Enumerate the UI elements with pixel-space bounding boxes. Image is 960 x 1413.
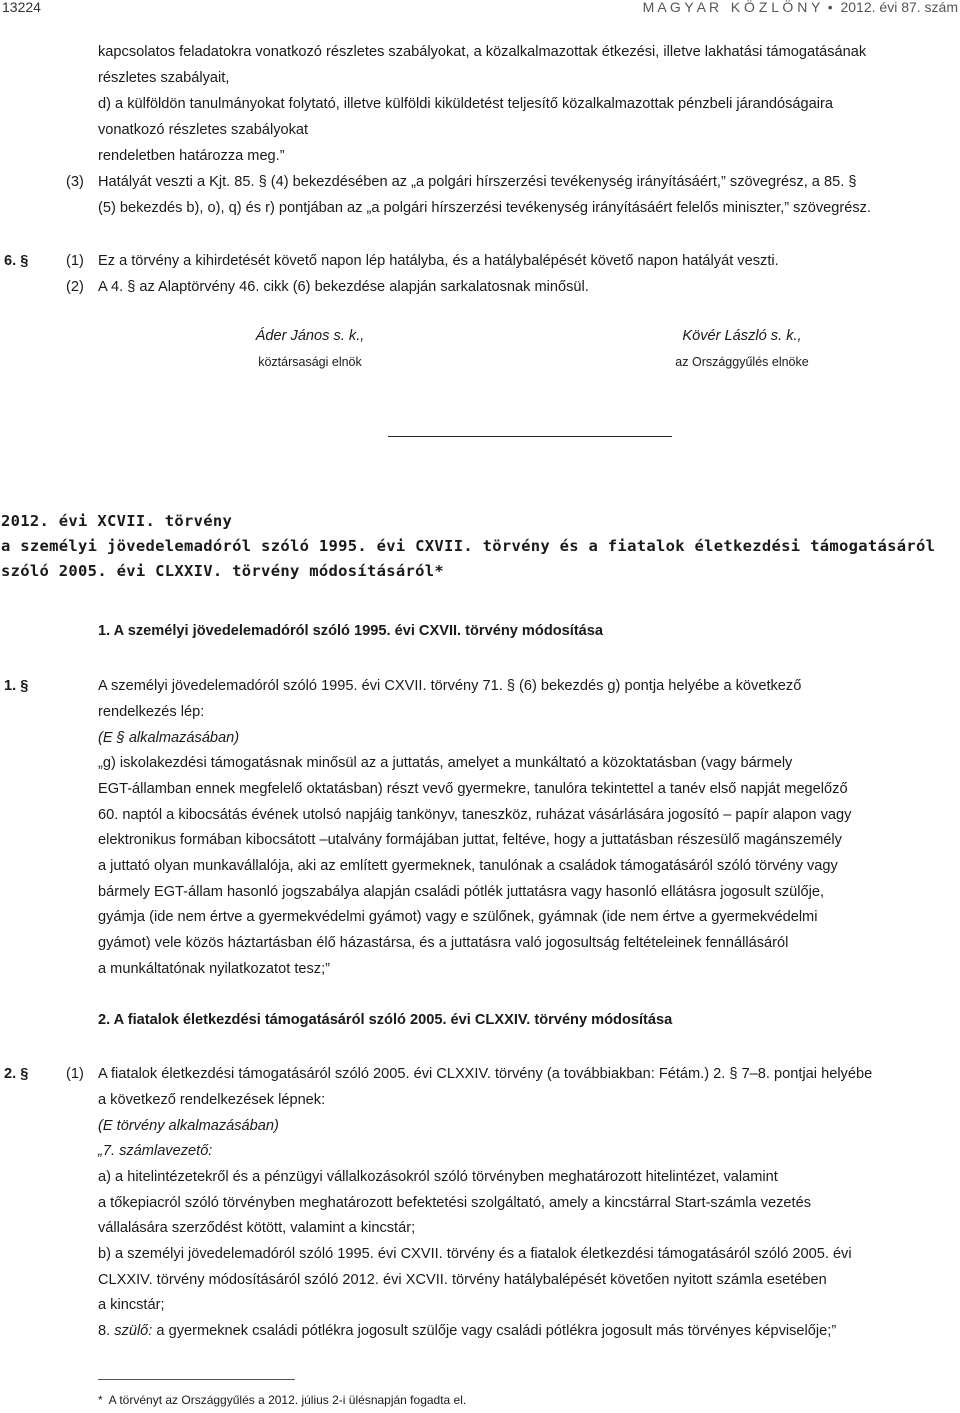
- text-line: rendelkezés lép:: [98, 704, 205, 720]
- text-line: vonatkozó részletes szabályokat: [98, 122, 309, 138]
- signatory-title-right: az Országgyűlés elnöke: [675, 355, 809, 369]
- paragraph-number: (3): [66, 174, 84, 190]
- separator-rule: [388, 436, 672, 437]
- text-line: kapcsolatos feladatokra vonatkozó részletes szabályokat, a közalkalmazottak étkezési, illetve lakhatási támogatásának: [98, 44, 867, 60]
- section-number: 1. §: [4, 678, 29, 694]
- text-line: „7. számlavezető:: [98, 1143, 213, 1159]
- text-line: a juttató olyan munkavállalója, aki az említett gyermeknek, tanulónak a családok támogatásáról szóló törvény vagy: [98, 858, 838, 874]
- text-line: a munkáltatónak nyilatkozatot tesz;”: [98, 961, 330, 977]
- text-line: (5) bekezdés b), o), q) és r) pontjában az „a polgári hírszerzési tevékenység irányításáért felelős miniszter,” szövegrész.: [98, 200, 871, 216]
- text-line: A személyi jövedelemadóról szóló 1995. évi CXVII. törvény 71. § (6) bekezdés g) pontja helyébe a következő: [98, 678, 802, 694]
- footnote-rule: [98, 1379, 295, 1380]
- law-subtitle-line: a személyi jövedelemadóról szóló 1995. évi CXVII. törvény és a fiatalok életkezdési támogatásáról: [1, 537, 936, 555]
- text-line: EGT-államban ennek megfelelő oktatásban) részt vevő gyermekre, tanulóra tekintettel a tanév első napját megelőző: [98, 781, 848, 797]
- chapter-heading: 2. A fiatalok életkezdési támogatásáról szóló 2005. évi CLXXIV. törvény módosítása: [98, 1012, 673, 1028]
- text-line: bármely EGT-állam hasonló jogszabálya alapján családi pótlék juttatásra vagy hasonló ellátásra jogosult szülője,: [98, 884, 825, 900]
- section-number: 2. §: [4, 1066, 29, 1082]
- journal-title: M A G Y A R K Ö Z L Ö N Y • 2012. évi 87. szám: [642, 0, 958, 15]
- signatory-name-left: Áder János s. k.,: [255, 328, 365, 344]
- paragraph-number: (1): [66, 253, 84, 269]
- paragraph-number: (1): [66, 1066, 84, 1082]
- text-line: Hatályát veszti a Kjt. 85. § (4) bekezdésében az „a polgári hírszerzési tevékenység irányításáért,” szövegrész, a 85. §: [98, 174, 857, 190]
- text-line: a) a hitelintézetekről és a pénzügyi vállalkozásokról szóló törvényben meghatározott hitelintézet, valamint: [98, 1169, 778, 1185]
- text-line: a következő rendelkezések lépnek:: [98, 1092, 326, 1108]
- paragraph-number: (2): [66, 279, 84, 295]
- law-subtitle-line: szóló 2005. évi CLXXIV. törvény módosításáról*: [1, 562, 445, 580]
- law-title: 2012. évi XCVII. törvény: [1, 512, 233, 530]
- text-line: rendeletben határozza meg.”: [98, 148, 285, 164]
- text-line: b) a személyi jövedelemadóról szóló 1995. évi CXVII. törvény és a fiatalok életkezdési támogatásáról szóló 2005. évi: [98, 1246, 852, 1262]
- text-line: részletes szabályait,: [98, 70, 230, 86]
- text-line: vállalására szerződést kötött, valamint a kincstár;: [98, 1220, 416, 1236]
- section-number: 6. §: [4, 253, 29, 269]
- chapter-heading: 1. A személyi jövedelemadóról szóló 1995. évi CXVII. törvény módosítása: [98, 623, 604, 639]
- text-line: A fiatalok életkezdési támogatásáról szóló 2005. évi CLXXIV. törvény (a továbbiakban: Fétám.) 2. § 7–8. pontjai helyébe: [98, 1066, 873, 1082]
- signatory-name-right: Kövér László s. k.,: [682, 328, 802, 344]
- footnote: * A törvényt az Országgyűlés a 2012. július 2-i ülésnapján fogadta el.: [98, 1393, 467, 1407]
- text-line: 8. szülő: a gyermeknek családi pótlékra jogosult szülője vagy családi pótlékra jogosult más törvényes képviselője;”: [98, 1323, 837, 1339]
- text-line: „g) iskolakezdési támogatásnak minősül az a juttatás, amelyet a munkáltató a közoktatásban (vagy bármely: [98, 755, 793, 771]
- text-line: a kincstár;: [98, 1297, 165, 1313]
- text-line: a tőkepiacról szóló törvényben meghatározott befektetési szolgáltató, amely a kincstárral Start-számla vezetés: [98, 1195, 812, 1211]
- text-line: 60. naptól a kibocsátás évének utolsó napjáig tankönyv, taneszköz, ruházat vásárlására jogosító – papír alapon vagy: [98, 807, 852, 823]
- text-line: CLXXIV. törvény módosításáról szóló 2012. évi XCVII. törvény hatálybalépését követően nyitott számla esetében: [98, 1272, 827, 1288]
- text-line: A 4. § az Alaptörvény 46. cikk (6) bekezdése alapján sarkalatosnak minősül.: [98, 279, 589, 295]
- signatory-title-left: köztársasági elnök: [258, 355, 362, 369]
- page-number: 13224: [2, 0, 41, 15]
- text-line: (E § alkalmazásában): [98, 730, 240, 746]
- text-line: gyámot) vele közös háztartásban élő házastársa, és a juttatásra való jogosultság feltételeinek fennállásáról: [98, 935, 789, 951]
- text-line: gyámja (ide nem értve a gyermekvédelmi gyámot) vagy e szülőnek, gyámnak (ide nem értve a gyermekvédelmi: [98, 909, 818, 925]
- text-line: (E törvény alkalmazásában): [98, 1118, 279, 1134]
- text-line: Ez a törvény a kihirdetését követő napon lép hatályba, és a hatálybalépését követő napon hatályát veszti.: [98, 253, 779, 269]
- text-line: d) a külföldön tanulmányokat folytató, illetve külföldi kiküldetést teljesítő közalkalmazottak pénzbeli járandóságaira: [98, 96, 833, 112]
- text-line: elektronikus formában kibocsátott –utalvány formájában juttat, feltéve, hogy a juttatásban részesülő magánszemély: [98, 832, 842, 848]
